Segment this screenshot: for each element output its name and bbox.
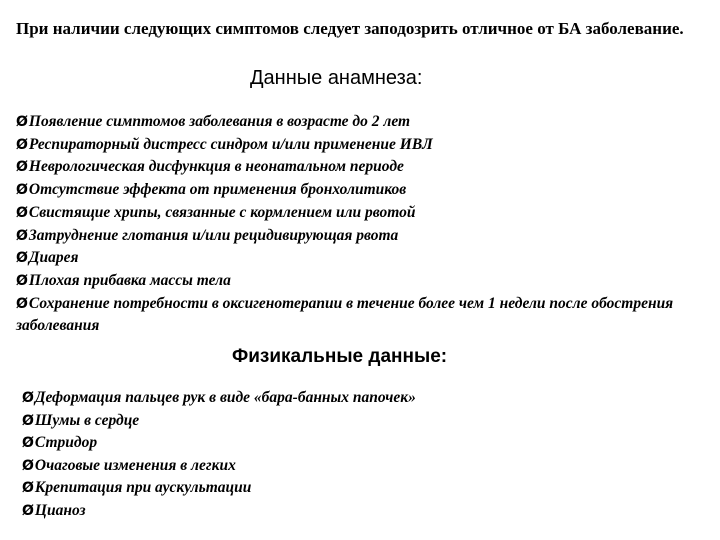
arrow-bullet-icon: Ø (16, 182, 28, 199)
arrow-bullet-icon: Ø (22, 390, 34, 406)
list-item: ØСвистящие хрипы, связанные с кормлением или рвотой (16, 203, 416, 221)
physical-heading: Физикальные данные: (232, 346, 448, 367)
arrow-bullet-icon: Ø (16, 114, 28, 130)
history-list (16, 111, 706, 337)
list-item: ØКрепитация при аускультации (22, 479, 252, 497)
list-item: ØПоявление симптомов заболевания в возрасте до 2 лет (16, 113, 411, 130)
list-item: ØНеврологическая дисфункция в неонатальном периоде (16, 158, 404, 176)
list-item: ØРеспираторный дистресс синдром и/или применение ИВЛ (16, 135, 433, 153)
arrow-bullet-icon: Ø (22, 502, 34, 519)
arrow-bullet-icon: Ø (22, 412, 34, 429)
list-item: ØОтсутствие эффекта от применения бронхолитиков (16, 181, 407, 199)
arrow-bullet-icon: Ø (22, 480, 34, 497)
list-item: ØЦианоз (22, 501, 86, 519)
list-item: ØСтридор (22, 434, 98, 452)
physical-list (22, 387, 702, 523)
list-item: ØЗатруднение глотания и/или рецидивирующая рвота (16, 226, 399, 244)
arrow-bullet-icon: Ø (22, 435, 34, 452)
arrow-bullet-icon: Ø (16, 227, 28, 244)
list-item: ØШумы в сердце (22, 411, 140, 429)
list-item: ØДеформация пальцев рук в виде «бара-банных папочек» (22, 389, 416, 406)
list-item: ØОчаговые изменения в легких (22, 456, 236, 474)
history-heading: Данные анамнеза: (250, 67, 423, 89)
arrow-bullet-icon: Ø (22, 457, 34, 474)
list-item: ØПлохая прибавка массы тела (16, 271, 231, 289)
intro-text: При наличии следующих симптомов следует заподозрить отличное от БА заболевание. (16, 19, 684, 38)
list-item: ØДиарея (16, 249, 79, 267)
arrow-bullet-icon: Ø (16, 272, 28, 289)
arrow-bullet-icon: Ø (16, 204, 28, 221)
list-item: ØСохранение потребности в оксигенотерапии в течение более чем 1 недели после обострения заболевания (16, 294, 674, 335)
arrow-bullet-icon: Ø (16, 159, 28, 176)
arrow-bullet-icon: Ø (16, 295, 28, 312)
arrow-bullet-icon: Ø (16, 136, 28, 153)
arrow-bullet-icon: Ø (16, 250, 28, 267)
